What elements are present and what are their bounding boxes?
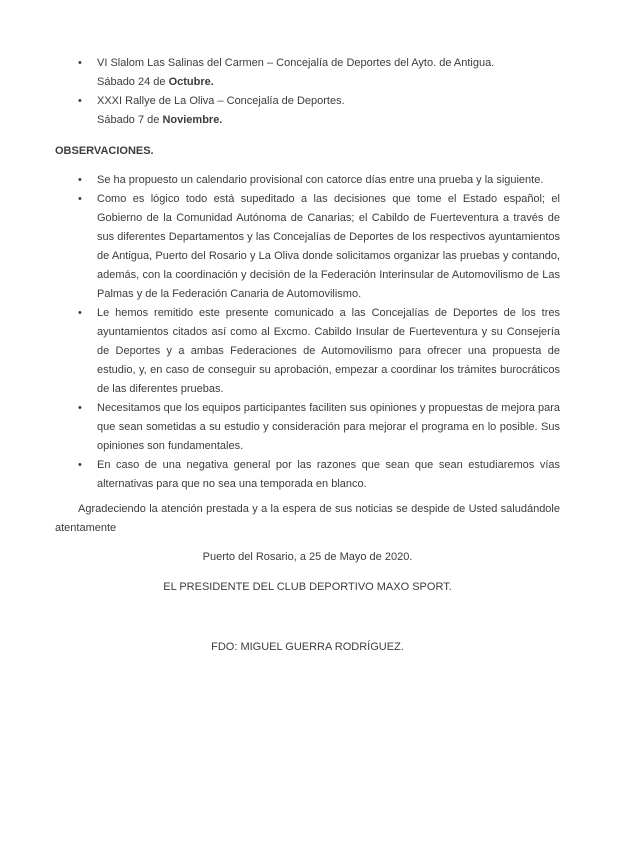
event-list [55,54,560,130]
observation-item: • Como es lógico todo está supeditado a las decisiones que tome el Estado español; el Gobierno de la Comunidad Autónoma de Canarias; el Cabildo de Fuerteventura a través de sus diferentes Departamentos y las Concejalías de Deportes de los respectivos ayuntamientos de Antigua, Puerto del Rosario y La Oliva donde solicitamos organizar las pruebas y contando, además, con la coordinación y decisión de la Federación Interinsular de Automovilismo de Las Palmas y de la Federación Canaria de Automovilismo. [55,190,560,304]
observation-item: • Necesitamos que los equipos participantes faciliten sus opiniones y propuestas de mejora para que sean sometidas a su estudio y consideración para mejorar el programa en lo posible. Sus opiniones son fundamentales. [55,399,560,456]
signature-line: FDO: MIGUEL GUERRA RODRÍGUEZ. [211,641,404,653]
event-date [97,73,560,92]
event-title: • VI Slalom Las Salinas del Carmen – Concejalía de Deportes del Ayto. de Antigua. [97,57,495,69]
event-date-prefix: Sábado 7 de [97,114,163,126]
event-date-month: Noviembre. [162,114,223,126]
closing-paragraph: Agradeciendo la atención prestada y a la espera de sus noticias se despide de Usted saludándole atentamente [55,503,560,534]
event-date-prefix: Sábado 24 de [97,76,169,88]
observation-item: • En caso de una negativa general por las razones que sean que sean estudiaremos vías alternativas para que no sea una temporada en blanco. [55,456,560,494]
observations-heading: OBSERVACIONES. [55,145,154,157]
event-item [55,54,560,92]
event-date-month: Octubre. [168,76,214,88]
event-title: • XXXI Rallye de La Oliva – Concejalía de Deportes. [97,95,345,107]
date-line: Puerto del Rosario, a 25 de Mayo de 2020. [202,551,413,563]
observation-item: • Se ha propuesto un calendario provisional con catorce días entre una prueba y la siguiente. [55,171,560,190]
observation-item: • Le hemos remitido este presente comunicado a las Concejalías de Deportes de los tres ayuntamientos citados así como al Excmo. Cabildo Insular de Fuerteventura y su Consejería de Deportes y a ambas Federaciones de Automovilismo para ofrecer una propuesta de estudio, y, en caso de conseguir su aprobación, empezar a coordinar los trámites burocráticos de las diferentes pruebas. [55,304,560,399]
event-date [97,111,560,130]
observations-list [55,171,560,494]
president-title-line: EL PRESIDENTE DEL CLUB DEPORTIVO MAXO SPORT. [163,581,452,593]
event-item [55,92,560,130]
